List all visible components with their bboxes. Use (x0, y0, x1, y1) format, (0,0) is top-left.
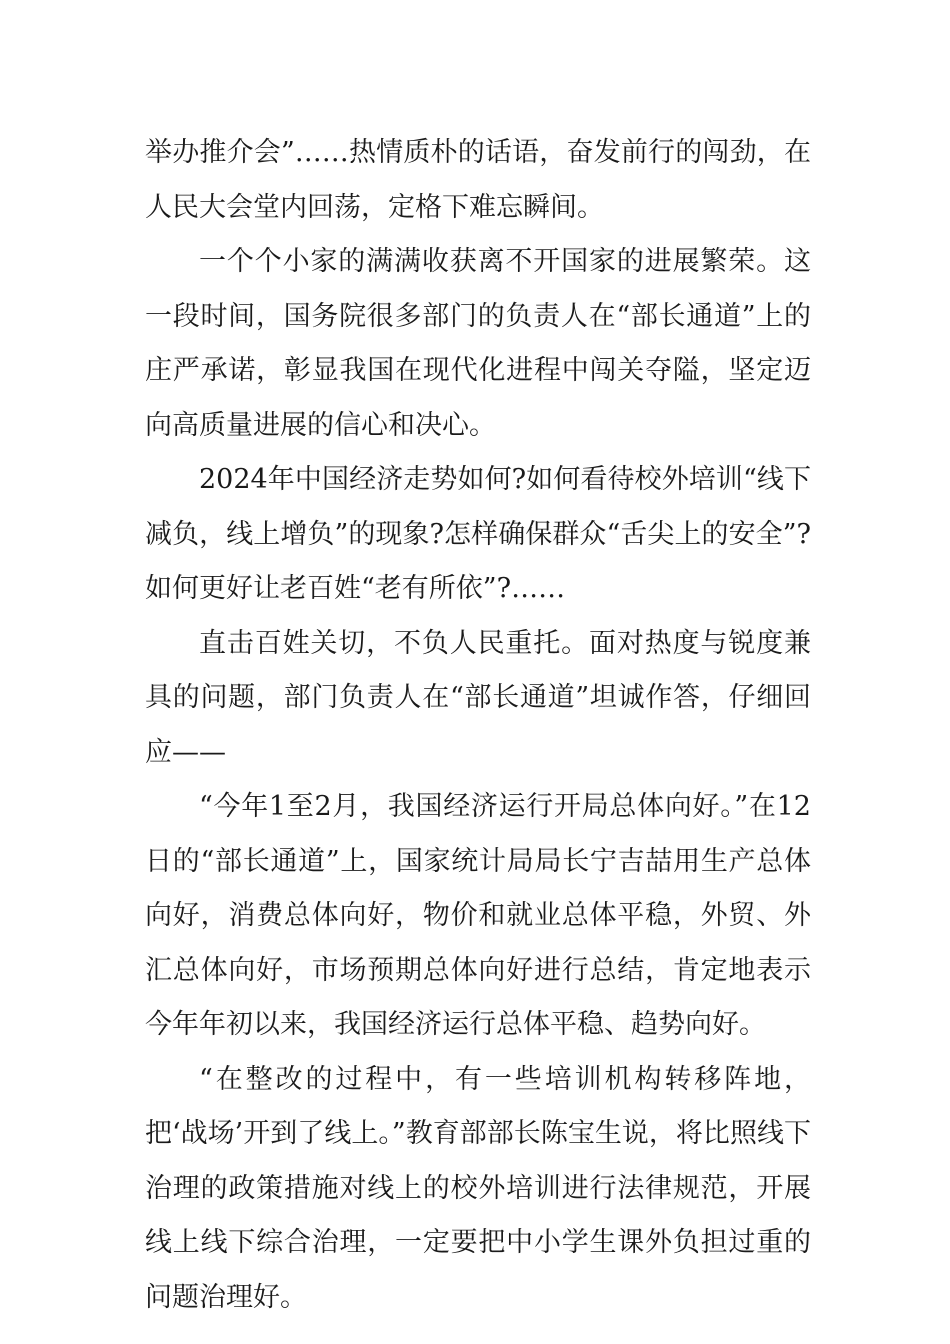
paragraph-5: “今年1至2月，我国经济运行开局总体向好。”在12日的“部长通道”上，国家统计局局长宁吉喆用生产总体向好，消费总体向好，物价和就业总体平稳，外贸、外汇总体向好，市场预期总体向好进行总结，肯定地表示今年年初以来，我国经济运行总体平稳、趋势向好。 (145, 791, 811, 1040)
document-body (145, 126, 811, 1325)
paragraph-2: 一个个小家的满满收获离不开国家的进展繁荣。这一段时间，国务院很多部门的负责人在“部长通道”上的庄严承诺，彰显我国在现代化进程中闯关夺隘，坚定迈向高质量进展的信心和决心。 (145, 246, 811, 441)
paragraph-3: 2024年中国经济走势如何?如何看待校外培训“线下减负，线上增负”的现象?怎样确保群众“舌尖上的安全”?如何更好让老百姓“老有所依”?…… (145, 464, 811, 604)
paragraph-4: 直击百姓关切，不负人民重托。面对热度与锐度兼具的问题，部门负责人在“部长通道”坦诚作答，仔细回应—— (145, 627, 811, 768)
paragraph-1: 举办推介会”……热情质朴的话语，奋发前行的闯劲，在人民大会堂内回荡，定格下难忘瞬间。 (145, 137, 811, 223)
paragraph-6: “在整改的过程中，有一些培训机构转移阵地，把‘战场’开到了线上。”教育部部长陈宝生说，将比照线下治理的政策措施对线上的校外培训进行法律规范，开展线上线下综合治理，一定要把中小学生课外负担过重的问题治理好。 (145, 1063, 811, 1313)
